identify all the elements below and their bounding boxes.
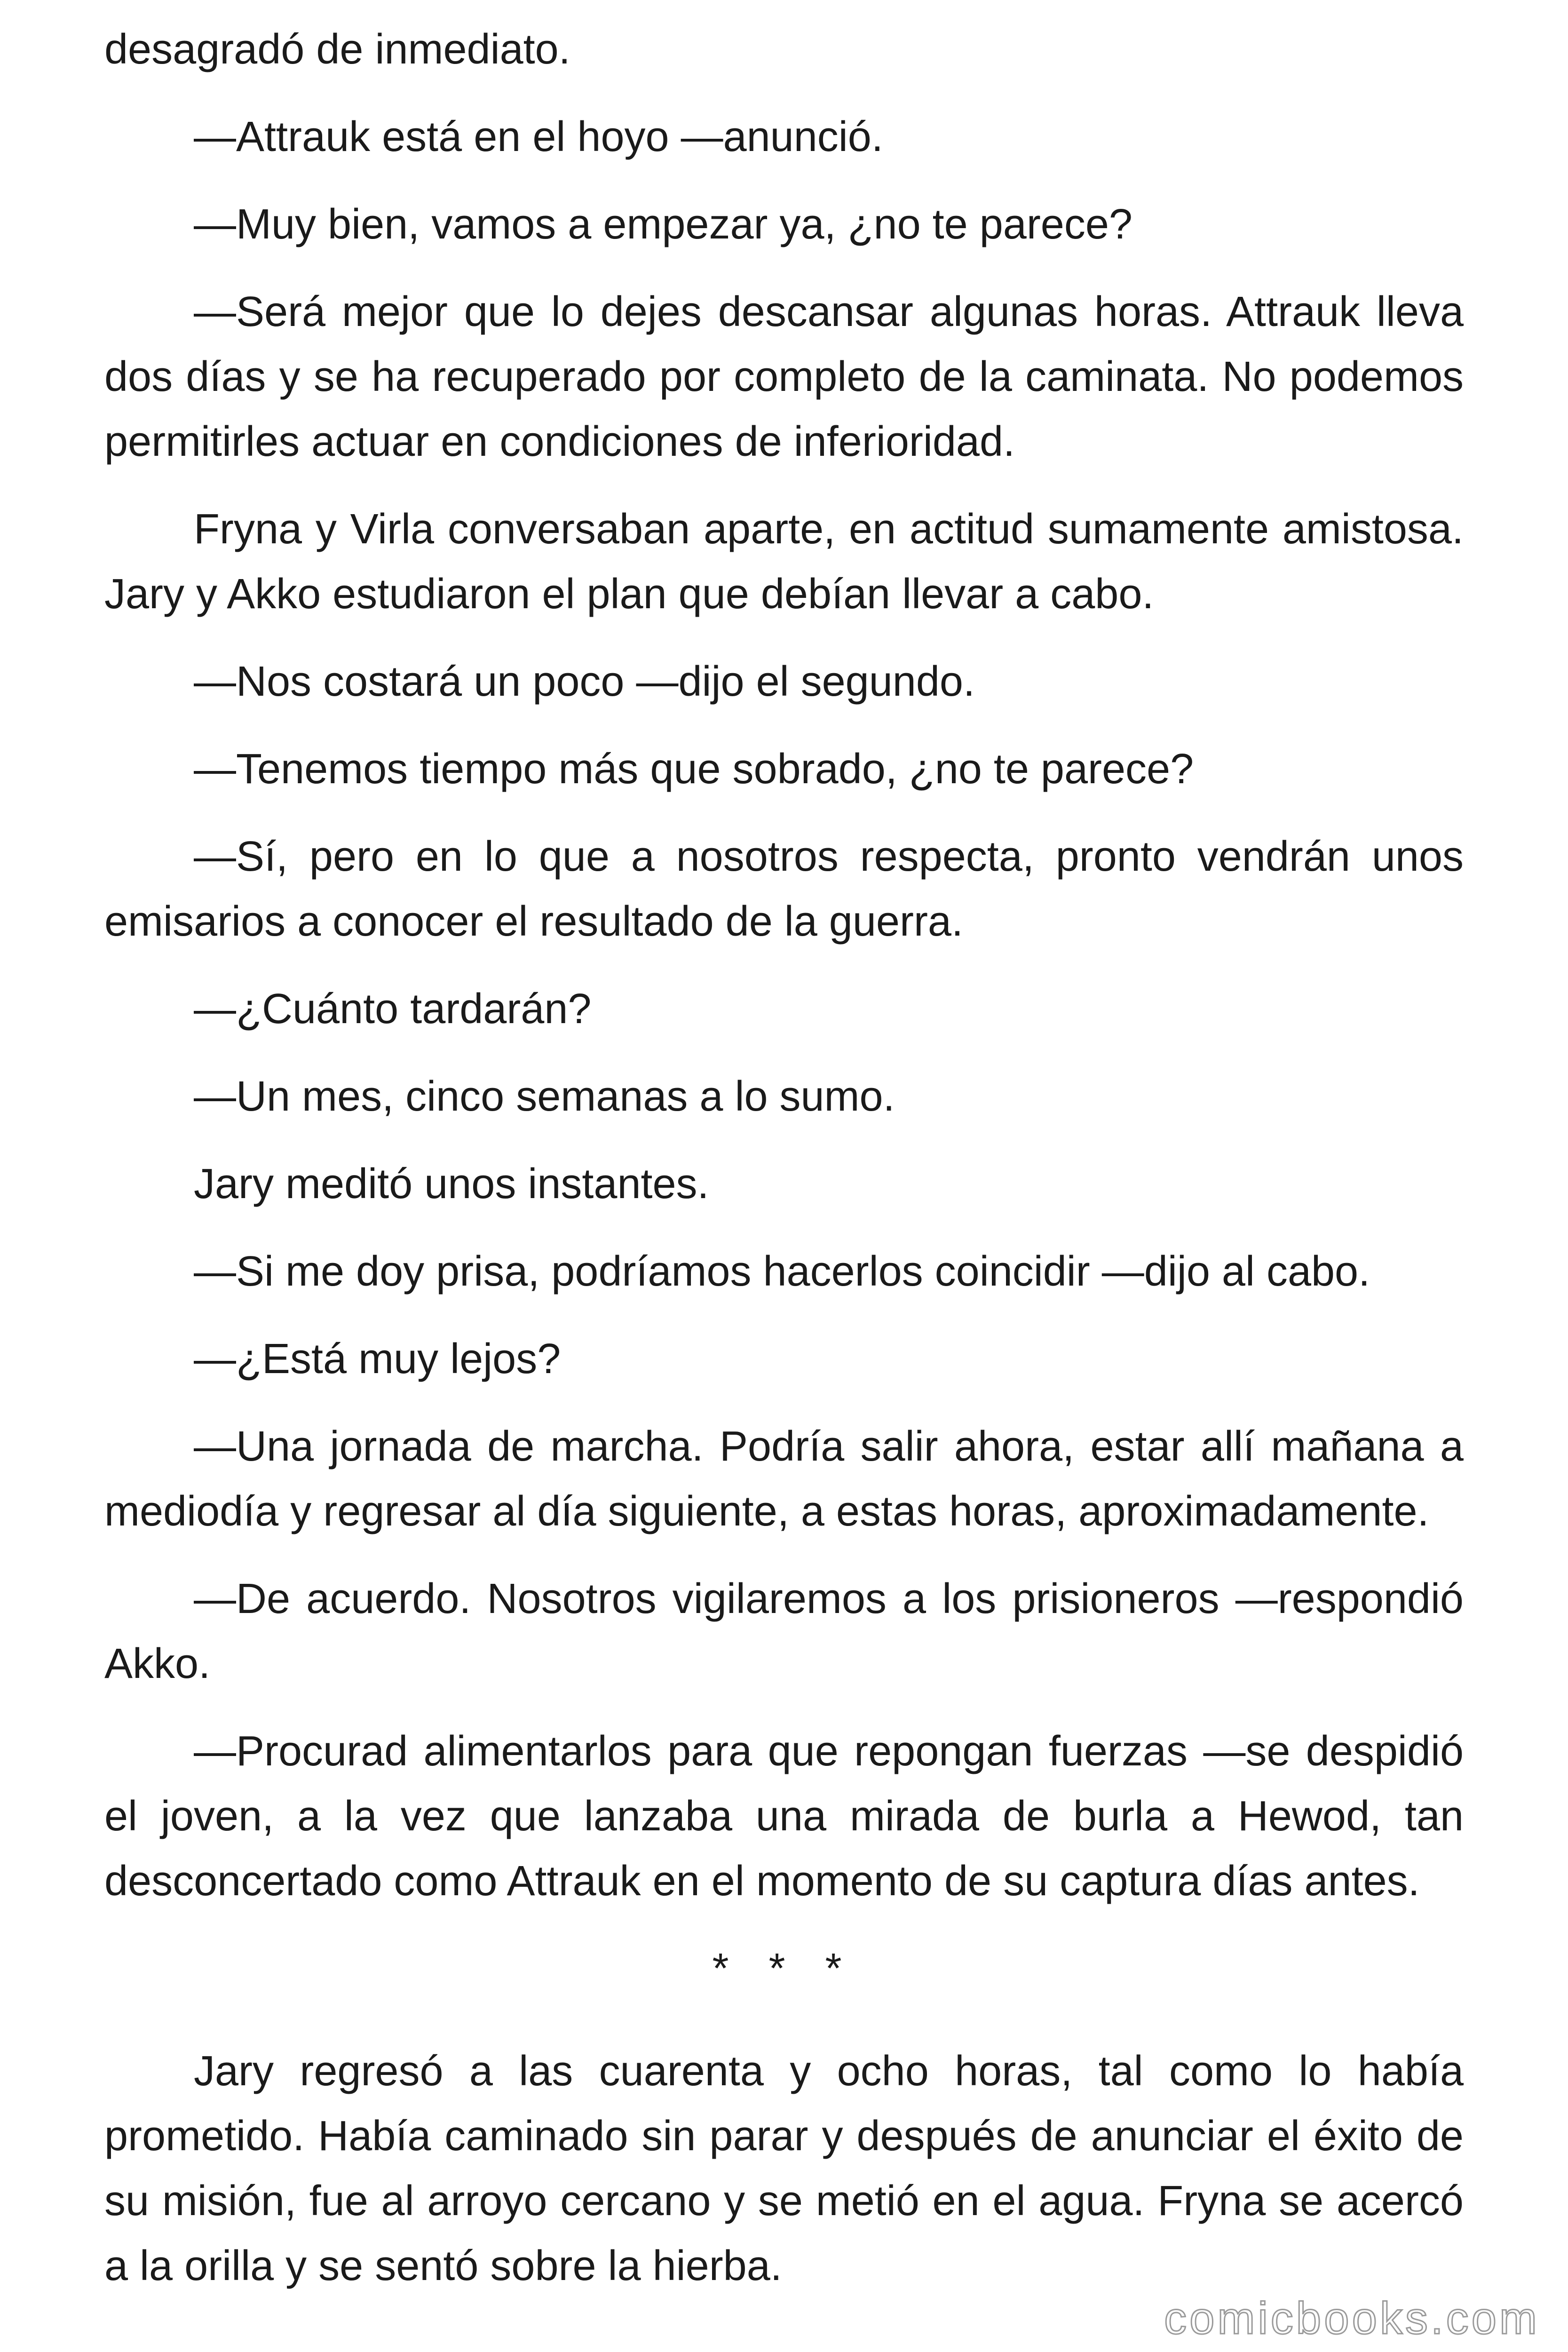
paragraph-5: —Nos costará un poco —dijo el segundo. — [194, 658, 975, 705]
paragraph-10: Jary meditó unos instantes. — [194, 1160, 709, 1208]
paragraph-2: —Muy bien, vamos a empezar ya, ¿no te parece? — [194, 201, 1132, 248]
paragraph-3: —Será mejor que lo dejes descansar algunas horas. Attrauk lleva dos días y se ha recuperado por completo de la caminata. No podemos permitirles actuar en condiciones de inferioridad. — [104, 288, 1464, 465]
paragraph-1: —Attrauk está en el hoyo —anunció. — [194, 113, 883, 160]
paragraph-0: desagradó de inmediato. — [104, 26, 570, 73]
paragraph-11: —Si me doy prisa, podríamos hacerlos coincidir —dijo al cabo. — [194, 1248, 1370, 1295]
paragraph-8: —¿Cuánto tardarán? — [194, 985, 592, 1033]
paragraph-14: —De acuerdo. Nosotros vigilaremos a los prisioneros —respondió Akko. — [104, 1575, 1464, 1687]
paragraph-7: —Sí, pero en lo que a nosotros respecta, pronto vendrán unos emisarios a conocer el resultado de la guerra. — [104, 833, 1464, 945]
paragraph-6: —Tenemos tiempo más que sobrado, ¿no te parece? — [194, 746, 1194, 793]
paragraph-13: —Una jornada de marcha. Podría salir ahora, estar allí mañana a mediodía y regresar al día siguiente, a estas horas, aproximadamente. — [104, 1423, 1464, 1535]
paragraph-12: —¿Está muy lejos? — [194, 1335, 561, 1383]
paragraph-9: —Un mes, cinco semanas a lo sumo. — [194, 1073, 895, 1120]
paragraph-4: Fryna y Virla conversaban aparte, en actitud sumamente amistosa. Jary y Akko estudiaron el plan que debían llevar a cabo. — [104, 506, 1464, 618]
watermark: comicbooks.com — [1164, 2293, 1540, 2344]
closing-paragraph: Jary regresó a las cuarenta y ocho horas, tal como lo había prometido. Había caminado sin parar y después de anunciar el éxito de su misión, fue al arroyo cercano y se metió en el agua. Fryna se acercó a la orilla y se sentó sobre la hierba. — [104, 2048, 1464, 2289]
paragraph-15: —Procurad alimentarlos para que repongan fuerzas —se despidió el joven, a la vez que lanzaba una mirada de burla a Hewod, tan desconcertado como Attrauk en el momento de su captura días antes. — [104, 1728, 1464, 1905]
scene-separator: * * * — [712, 1945, 856, 1992]
